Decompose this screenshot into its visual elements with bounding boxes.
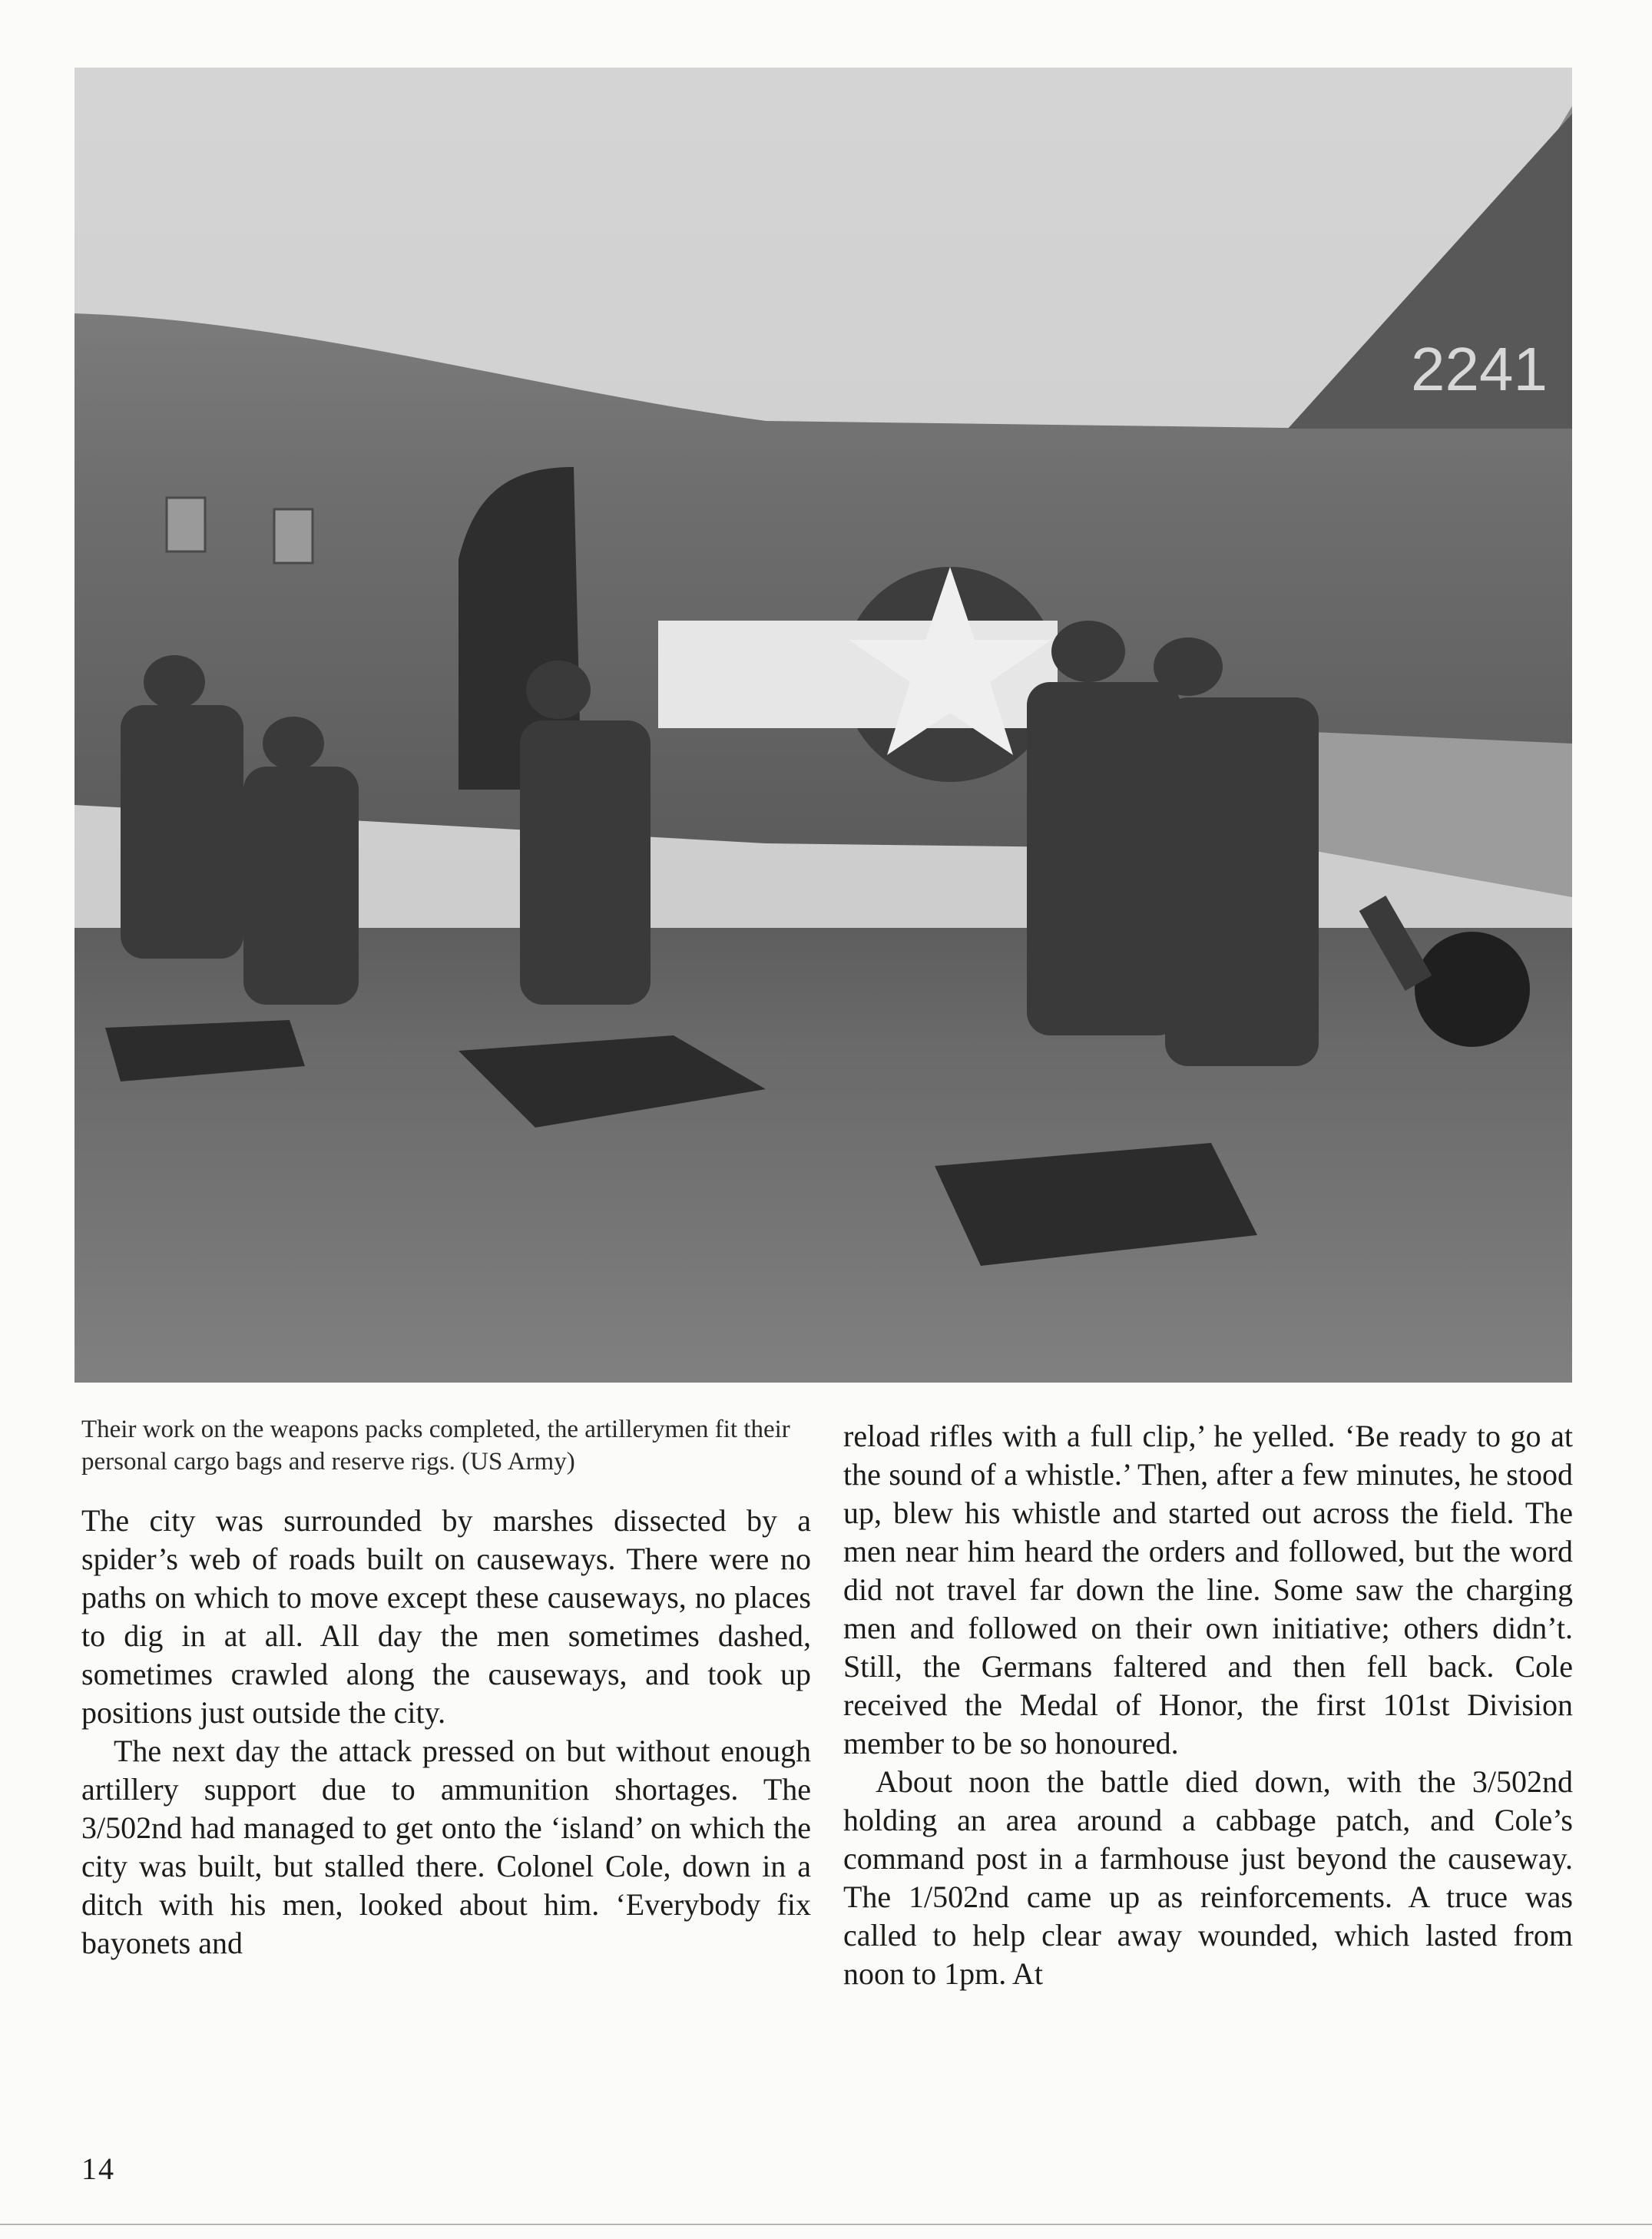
right-column: [843, 1417, 1573, 1993]
aircraft-paratroopers-illustration: [74, 68, 1572, 1383]
paragraph: The city was surrounded by marshes dissected by a spider’s web of roads built on causeways. There were no paths on which to move except these causeways, no places to dig in at all. All day the men sometimes dashed, sometimes crawled along the causeways, and took up positions just outside the city.: [81, 1503, 811, 1730]
left-column: [81, 1502, 811, 1962]
bottom-rule: [0, 2224, 1652, 2225]
page-number: 14: [81, 2151, 115, 2186]
photo: [74, 68, 1572, 1383]
caption-text: Their work on the weapons packs completed, the artillerymen fit their personal cargo bags and reserve rigs. (US Army): [81, 1416, 790, 1476]
photo-caption: [81, 1413, 811, 1478]
paragraph: reload rifles with a full clip,’ he yelled. ‘Be ready to go at the sound of a whistle.’ Then, after a few minutes, he stood up, blew his whistle and started out across the field. The men near him heard the orders and followed, but the word did not travel far down the line. Some saw the charging men and followed on their own initiative; others didn’t. Still, the Germans faltered and then fell back. Cole received the Medal of Honor, the first 101st Division member to be so honoured.: [843, 1419, 1573, 1760]
paragraph: The next day the attack pressed on but without enough artillery support due to ammunition shortages. The 3/502nd had managed to get onto the ‘island’ on which the city was built, but stalled there. Colonel Cole, down in a ditch with his men, looked about him. ‘Everybody fix bayonets and: [81, 1734, 811, 1960]
tail-number: 2241: [1411, 335, 1548, 403]
paragraph: About noon the battle died down, with the 3/502nd holding an area around a cabbage patch, and Cole’s command post in a farmhouse just beyond the causeway. The 1/502nd came up as reinforcements. A truce was called to help clear away wounded, which lasted from noon to 1pm. At: [843, 1764, 1573, 1991]
